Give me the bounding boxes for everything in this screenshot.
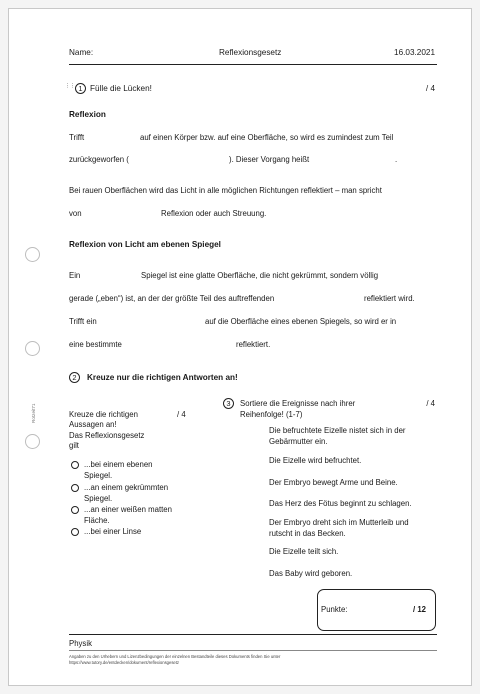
punch-hole-bottom	[25, 434, 40, 449]
cloze-text: gerade („eben“) ist, an der der größte Teil des auftreffenden	[69, 294, 275, 303]
task3-instruction: Sortiere die Ereignisse nach ihrer	[240, 399, 356, 408]
option-label: Spiegel.	[84, 494, 113, 503]
cloze-text: zurückgeworfen (	[69, 155, 129, 164]
cloze-text: Bei rauen Oberflächen wird das Licht in alle möglichen Richtungen reflektiert – man spricht	[69, 186, 382, 195]
task-number-badge: 3	[223, 398, 234, 409]
event-item: Die befruchtete Eizelle nistet sich in der	[269, 426, 406, 435]
cloze-text: reflektiert.	[236, 340, 271, 349]
header-divider	[69, 64, 437, 65]
sidebar-text: Rotzeit71	[31, 403, 36, 423]
event-item: Das Baby wird geboren.	[269, 569, 353, 578]
option-label: ...bei einem ebenen	[84, 460, 153, 469]
option-label: ...bei einer Linse	[84, 527, 142, 536]
cloze-text: von	[69, 209, 82, 218]
task1-points: / 4	[425, 84, 435, 93]
task2-instruction: Aussagen an!	[69, 420, 117, 429]
radio-button[interactable]	[71, 461, 79, 469]
footer-license-url[interactable]: https://www.tutory.de/entdecken/dokument/reflexionsgesetz	[69, 660, 180, 665]
footer-license: Angaben zu den Urhebern und Lizenzbedingungen der einzelnen Bestandteile dieses Dokuments finden Sie unter	[69, 654, 281, 659]
cloze-text: Trifft	[69, 133, 85, 142]
cloze-text: auf die Oberfläche eines ebenen Spiegels, so wird er in	[205, 317, 397, 326]
radio-button[interactable]	[71, 528, 79, 536]
task1-instruction: Fülle die Lücken!	[90, 84, 152, 93]
score-total: / 12	[413, 605, 427, 614]
option-label: ...an einer weißen matten	[84, 505, 172, 514]
task3-points: / 4	[426, 399, 435, 408]
footer-divider-lower	[69, 650, 437, 651]
option-label: Fläche.	[84, 516, 110, 525]
name-label: Name:	[69, 48, 94, 57]
section-title-mirror: Reflexion von Licht am ebenen Spiegel	[69, 240, 221, 249]
event-item: Die Eizelle wird befruchtet.	[269, 456, 362, 465]
score-label: Punkte:	[321, 605, 348, 614]
task2-instruction: Kreuze die richtigen	[69, 410, 138, 419]
task-number-badge: 2	[69, 372, 80, 383]
option-label: Spiegel.	[84, 471, 113, 480]
event-item: Das Herz des Fötus beginnt zu schlagen.	[269, 499, 412, 508]
option-label: ...an einem gekrümmten	[84, 483, 169, 492]
document-title: Reflexionsgesetz	[219, 48, 282, 57]
event-item: Der Embryo dreht sich im Mutterleib und	[269, 518, 409, 527]
cloze-text: Spiegel ist eine glatte Oberfläche, die nicht gekrümmt, sondern völlig	[141, 271, 379, 280]
task-number-badge: 1	[75, 83, 86, 94]
task3-instruction: Reihenfolge! (1-7)	[240, 410, 303, 419]
event-item: Gebärmutter ein.	[269, 437, 328, 446]
task2-points: / 4	[177, 410, 186, 419]
cloze-text: eine bestimmte	[69, 340, 122, 349]
task2-title: Kreuze nur die richtigen Antworten an!	[87, 373, 238, 382]
cloze-text: Trifft ein	[69, 317, 97, 326]
event-item: rutscht in das Becken.	[269, 529, 346, 538]
radio-button[interactable]	[71, 484, 79, 492]
task2-instruction: gilt	[69, 441, 79, 450]
event-item: Die Eizelle teilt sich.	[269, 547, 339, 556]
cloze-text: ). Dieser Vorgang heißt	[229, 155, 310, 164]
cloze-text: reflektiert wird.	[364, 294, 415, 303]
radio-button[interactable]	[71, 506, 79, 514]
cloze-text: Ein	[69, 271, 81, 280]
footer-subject: Physik	[69, 639, 92, 648]
section-title-reflexion: Reflexion	[69, 110, 106, 119]
event-item: Der Embryo bewegt Arme und Beine.	[269, 478, 398, 487]
task2-instruction: Das Reflexionsgesetz	[69, 431, 145, 440]
footer-divider	[69, 634, 437, 635]
cloze-text: .	[395, 155, 398, 164]
cloze-text: Reflexion oder auch Streuung.	[161, 209, 267, 218]
punch-hole-top	[25, 247, 40, 262]
document-date: 16.03.2021	[394, 48, 435, 57]
cloze-text: auf einen Körper bzw. auf eine Oberfläche, so wird es zumindest zum Teil	[140, 133, 394, 142]
drag-handle-icon[interactable]: ⋮⋮	[65, 83, 75, 89]
worksheet-page	[8, 8, 472, 686]
punch-hole-middle	[25, 341, 40, 356]
